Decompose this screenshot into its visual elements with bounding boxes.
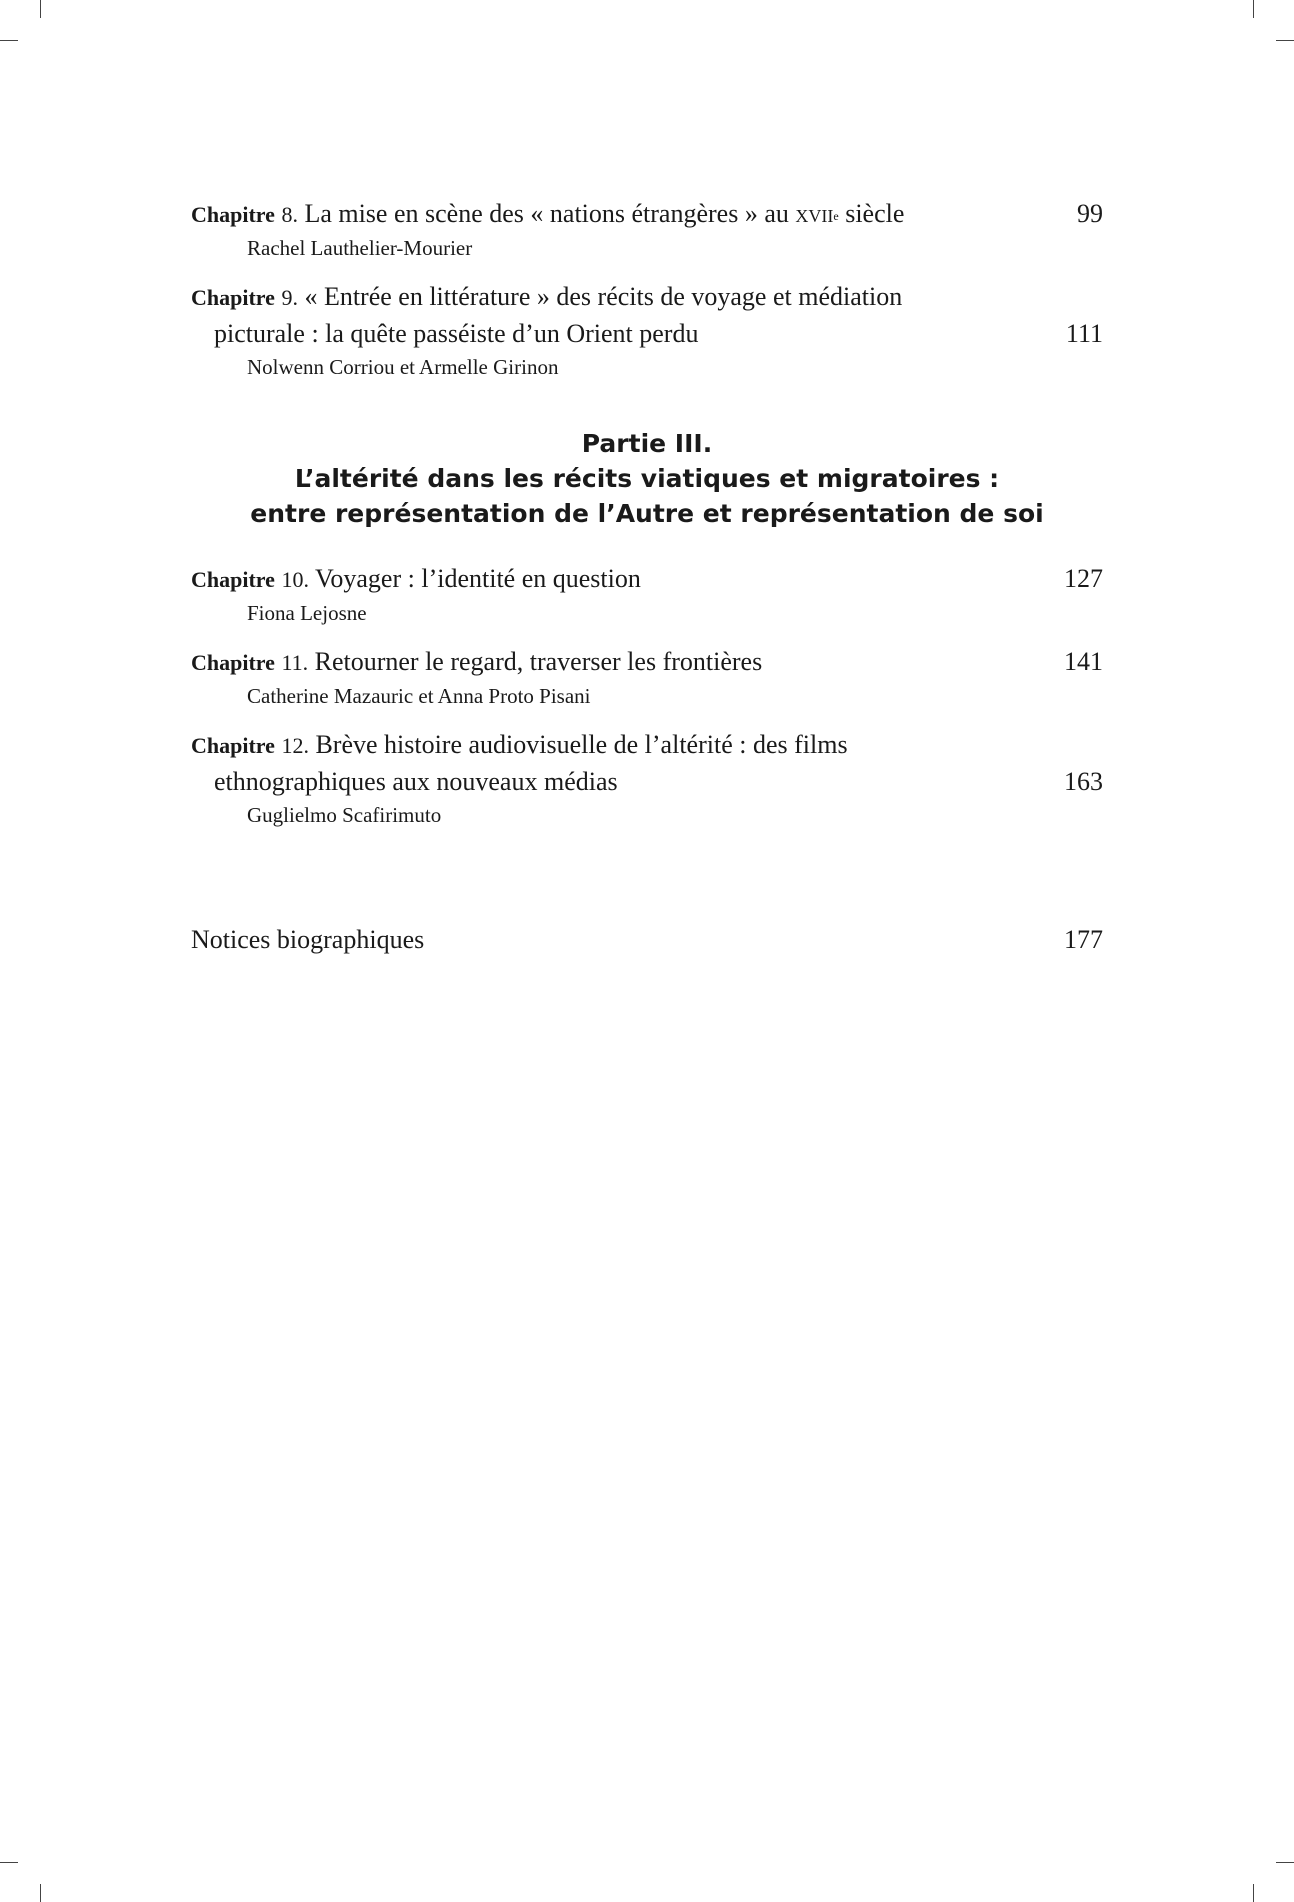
page-number: 141 bbox=[1064, 647, 1103, 676]
part-heading bbox=[191, 426, 1103, 531]
chapter-title-end: siècle bbox=[838, 199, 905, 228]
entry-title-line bbox=[191, 727, 1103, 764]
toc-entry-chapter-11[interactable] bbox=[191, 644, 1103, 711]
entry-title-line bbox=[191, 561, 1103, 598]
chapter-author: Nolwenn Corriou et Armelle Girinon bbox=[247, 355, 559, 379]
part-title-line-2: entre représentation de l’Autre et représentation de soi bbox=[250, 499, 1044, 528]
table-of-contents bbox=[191, 196, 1103, 958]
page-number: 127 bbox=[1064, 564, 1103, 593]
toc-entry-notices[interactable] bbox=[191, 922, 1103, 958]
crop-mark bbox=[40, 0, 41, 18]
chapter-number: 9. bbox=[281, 285, 298, 310]
crop-mark bbox=[1253, 0, 1254, 18]
crop-mark bbox=[1253, 1884, 1254, 1902]
century-numeral: xvii bbox=[795, 199, 834, 228]
chapter-label: Chapitre bbox=[191, 733, 275, 758]
chapter-number: 8. bbox=[281, 202, 298, 227]
chapter-title: La mise en scène des « nations étrangères » au bbox=[304, 199, 796, 228]
crop-mark bbox=[0, 40, 18, 41]
chapter-label: Chapitre bbox=[191, 650, 275, 675]
chapter-title: Brève histoire audiovisuelle de l’altérité : des films bbox=[315, 730, 848, 759]
toc-entry-chapter-12[interactable] bbox=[191, 727, 1103, 830]
entry-title-line bbox=[191, 196, 1103, 233]
chapter-author: Fiona Lejosne bbox=[247, 601, 367, 625]
crop-mark bbox=[1276, 40, 1294, 41]
page-number: 177 bbox=[1064, 925, 1103, 954]
chapter-title-continued: ethnographiques aux nouveaux médias bbox=[214, 767, 618, 796]
chapter-label: Chapitre bbox=[191, 202, 275, 227]
chapter-number: 12. bbox=[281, 733, 309, 758]
chapter-label: Chapitre bbox=[191, 567, 275, 592]
entry-title-line-2 bbox=[191, 316, 1103, 352]
entry-title-line-2 bbox=[191, 764, 1103, 800]
chapter-number: 10. bbox=[281, 567, 309, 592]
page-number: 99 bbox=[1077, 199, 1103, 228]
chapter-author: Catherine Mazauric et Anna Proto Pisani bbox=[247, 684, 591, 708]
toc-entry-chapter-8[interactable] bbox=[191, 196, 1103, 263]
chapter-title: Retourner le regard, traverser les frontières bbox=[314, 647, 763, 676]
entry-title-line bbox=[191, 644, 1103, 681]
century-superscript: e bbox=[833, 209, 839, 223]
chapter-author: Rachel Lauthelier-Mourier bbox=[247, 236, 473, 260]
page-number: 163 bbox=[1064, 767, 1103, 796]
crop-mark bbox=[0, 1862, 18, 1863]
chapter-label: Chapitre bbox=[191, 285, 275, 310]
entry-title-line bbox=[191, 279, 1103, 316]
chapter-title-continued: picturale : la quête passéiste d’un Orient perdu bbox=[214, 319, 699, 348]
toc-entry-chapter-10[interactable] bbox=[191, 561, 1103, 628]
page-number: 111 bbox=[1065, 319, 1103, 348]
chapter-number: 11. bbox=[281, 650, 309, 675]
crop-mark bbox=[1276, 1862, 1294, 1863]
chapter-author: Guglielmo Scafirimuto bbox=[247, 803, 442, 827]
chapter-title: Voyager : l’identité en question bbox=[314, 564, 641, 593]
notices-label: Notices biographiques bbox=[191, 925, 425, 954]
part-number: Partie III. bbox=[581, 429, 713, 458]
toc-entry-chapter-9[interactable] bbox=[191, 279, 1103, 382]
part-title-line-1: L’altérité dans les récits viatiques et migratoires : bbox=[294, 464, 1000, 493]
crop-mark bbox=[40, 1884, 41, 1902]
chapter-title: « Entrée en littérature » des récits de voyage et médiation bbox=[304, 282, 903, 311]
